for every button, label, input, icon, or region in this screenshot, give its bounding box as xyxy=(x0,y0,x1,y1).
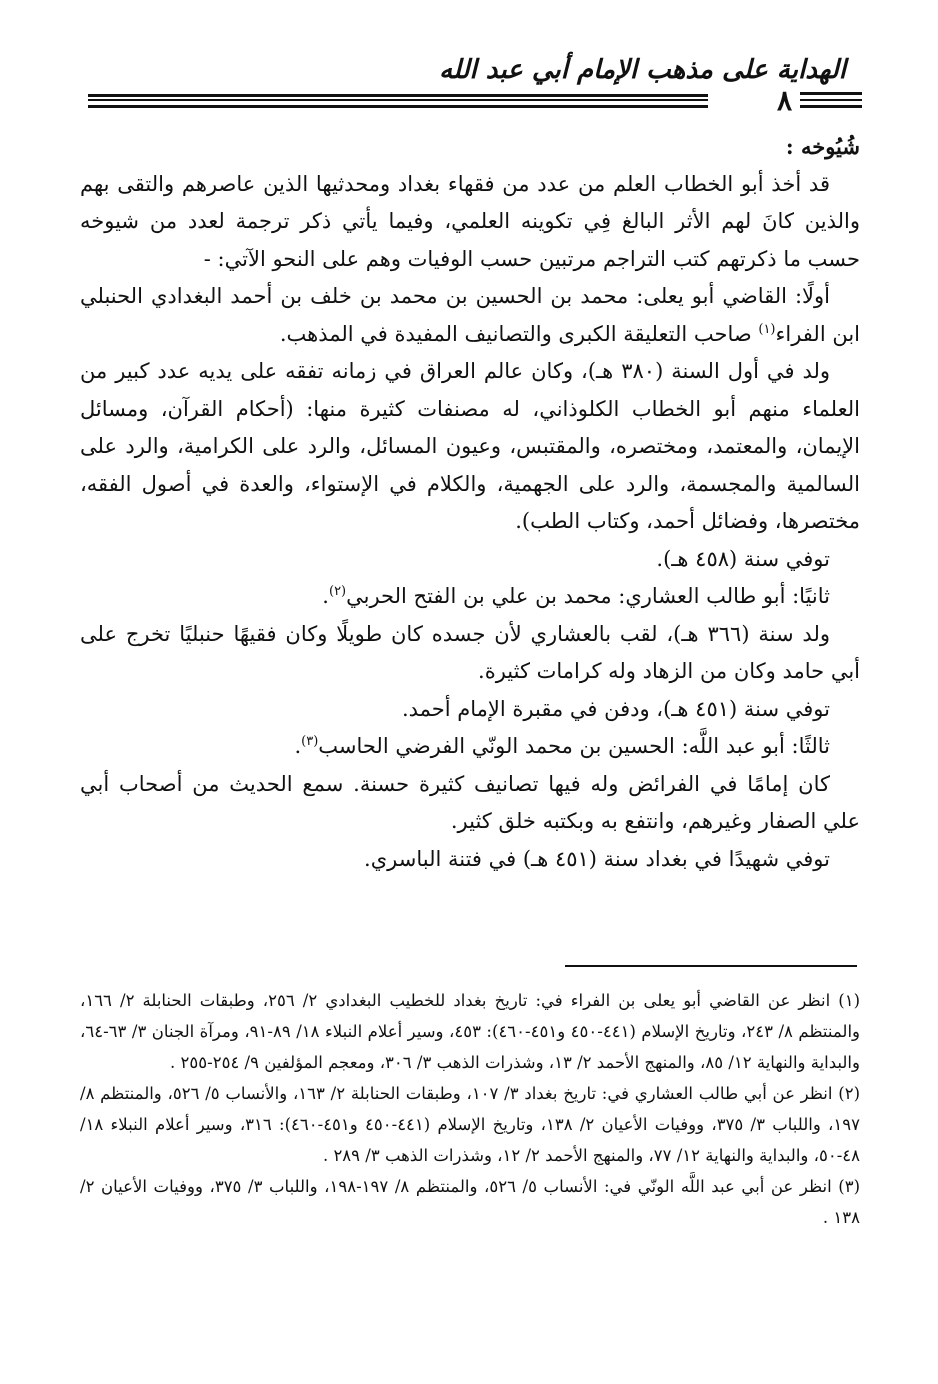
footnote-2: (٢) انظر عن أبي طالب العشاري في: تاريخ بغداد ٣/ ١٠٧، وطبقات الحنابلة ٢/ ١٦٣، والأنساب ٥/ ٥٢٦، والمنتظم ٨/ ١٩٧، واللباب ٣/ ٣٧٥، ووفيات الأعيان ٢/ ١٣٨، وتاريخ الإسلام (٤٤١-٤٥٠ و٤٥١-٤٦٠): ٣١٦، وسير أعلام النبلاء ١٨/ ٤٨-٥٠، والبداية والنهاية ١٢/ ٧٧، والمنهج الأحمد ٢/ ١٢، وشذرات الذهب ٣/ ٢٨٩ . xyxy=(80,1084,860,1165)
paragraph-sheikh-1 xyxy=(80,278,860,353)
paragraph-sheikh-2-death: توفي سنة (٤٥١ هـ)، ودفن في مقبرة الإمام أحمد. xyxy=(401,696,830,721)
paragraph-sheikh-2 xyxy=(80,578,860,616)
paragraph-sheikh-2-bio: ولد سنة (٣٦٦ هـ)، لقب بالعشاري لأن جسده كان طويلًا وكان فقيهًا حنبليًا تخرج على أبي حامد وكان من الزهاد وله كرامات كثيرة. xyxy=(80,621,860,683)
sheikh-1-desc: صاحب التعليقة الكبرى والتصانيف المفيدة في المذهب. xyxy=(279,321,759,346)
sheikh-1-name: أولًا: القاضي أبو يعلى: محمد بن الحسين بن محمد بن خلف بن أحمد البغدادي الحنبلي ابن الفراء xyxy=(80,284,860,346)
sheikh-3-name: ثالثًا: أبو عبد اللَّه: الحسين بن محمد الونّي الفرضي الحاسب xyxy=(318,734,830,758)
footnotes xyxy=(80,985,860,1233)
footnote-ref-2: (٢) xyxy=(328,584,347,599)
footnote-3: (٣) انظر عن أبي عبد اللَّه الونّي في: الأنساب ٥/ ٥٢٦، والمنتظم ٨/ ١٩٧-١٩٨، واللباب ٣/ ٣٧٥، ووفيات الأعيان ٢/ ١٣٨ . xyxy=(80,1177,860,1227)
footnote-1: (١) انظر عن القاضي أبو يعلى بن الفراء في: تاريخ بغداد للخطيب البغدادي ٢/ ٢٥٦، وطبقات الحنابلة ٢/ ١٦٦، والمنتظم ٨/ ٢٤٣، وتاريخ الإسلام (٤٤١-٤٥٠ و٤٥١-٤٦٠): ٤٥٣، وسير أعلام النبلاء ١٨/ ٨٩-٩١، ومرآة الجنان ٣/ ٦٣-٦٤، والبداية والنهاية ١٢/ ٨٥، والمنهج الأحمد ٢/ ١٣، وشذرات الذهب ٣/ ٣٠٦، ومعجم المؤلفين ٩/ ٢٥٤-٢٥٥ . xyxy=(80,991,860,1072)
paragraph-sheikh-3-death: توفي شهيدًا في بغداد سنة (٤٥١ هـ) في فتنة الباسري. xyxy=(364,846,830,871)
paragraph-sheikh-3-bio: كان إمامًا في الفرائض وله فيها تصانيف كثيرة حسنة. سمع الحديث من أصحاب أبي علي الصفار وغيرهم، وانتفع به وبكتبه خلق كثير. xyxy=(80,771,860,833)
sheikh-3-end: . xyxy=(294,734,302,758)
footnote-ref-3: (٣) xyxy=(301,734,319,749)
footnote-separator xyxy=(565,965,857,967)
main-text xyxy=(80,128,860,878)
paragraph-sheikh-3 xyxy=(80,728,860,766)
running-header-title: الهداية على مذهب الإمام أبي عبد الله xyxy=(439,55,846,85)
header-rule xyxy=(88,94,708,108)
paragraph-sheikh-1-bio: ولد في أول السنة (٣٨٠ هـ)، وكان عالم العراق في زمانه تفقه على يديه عدد كبير من العلماء منهم أبو الخطاب الكلوذاني، له مصنفات كثيرة منها: (أحكام القرآن، ومسائل الإيمان، والمعتمد، ومختصره، والمقتبس، وعيون المسائل، والرد على الكرامية، والرد على السالمية والمجسمة، والرد على الجهمية، والكلام في الإستواء، والعدة في أصول الفقه، مختصرها، وفضائل أحمد، وكتاب الطب). xyxy=(80,359,860,533)
paragraph-sheikh-1-death: توفي سنة (٤٥٨ هـ). xyxy=(656,546,830,571)
sheikh-2-end: . xyxy=(322,584,329,608)
header-rule-short xyxy=(800,92,862,108)
section-heading: شُيُوخه : xyxy=(785,134,860,159)
page-number: ٨ xyxy=(776,84,792,117)
footnote-ref-1: (١) xyxy=(758,321,776,337)
sheikh-2-name: ثانيًا: أبو طالب العشاري: محمد بن علي بن الفتح الحربي xyxy=(346,584,830,608)
paragraph-intro: قد أخذ أبو الخطاب العلم من عدد من فقهاء بغداد ومحدثيها الذين عاصرهم والتقى بهم والذين كانَ لهم الأثر البالغ فِي تكوينه العلمي، وفيما يأتي ذكر ترجمة لعدد من شيوخه حسب ما ذكرتهم كتب التراجم مرتبين حسب الوفيات وهم على النحو الآتي: - xyxy=(80,171,860,271)
